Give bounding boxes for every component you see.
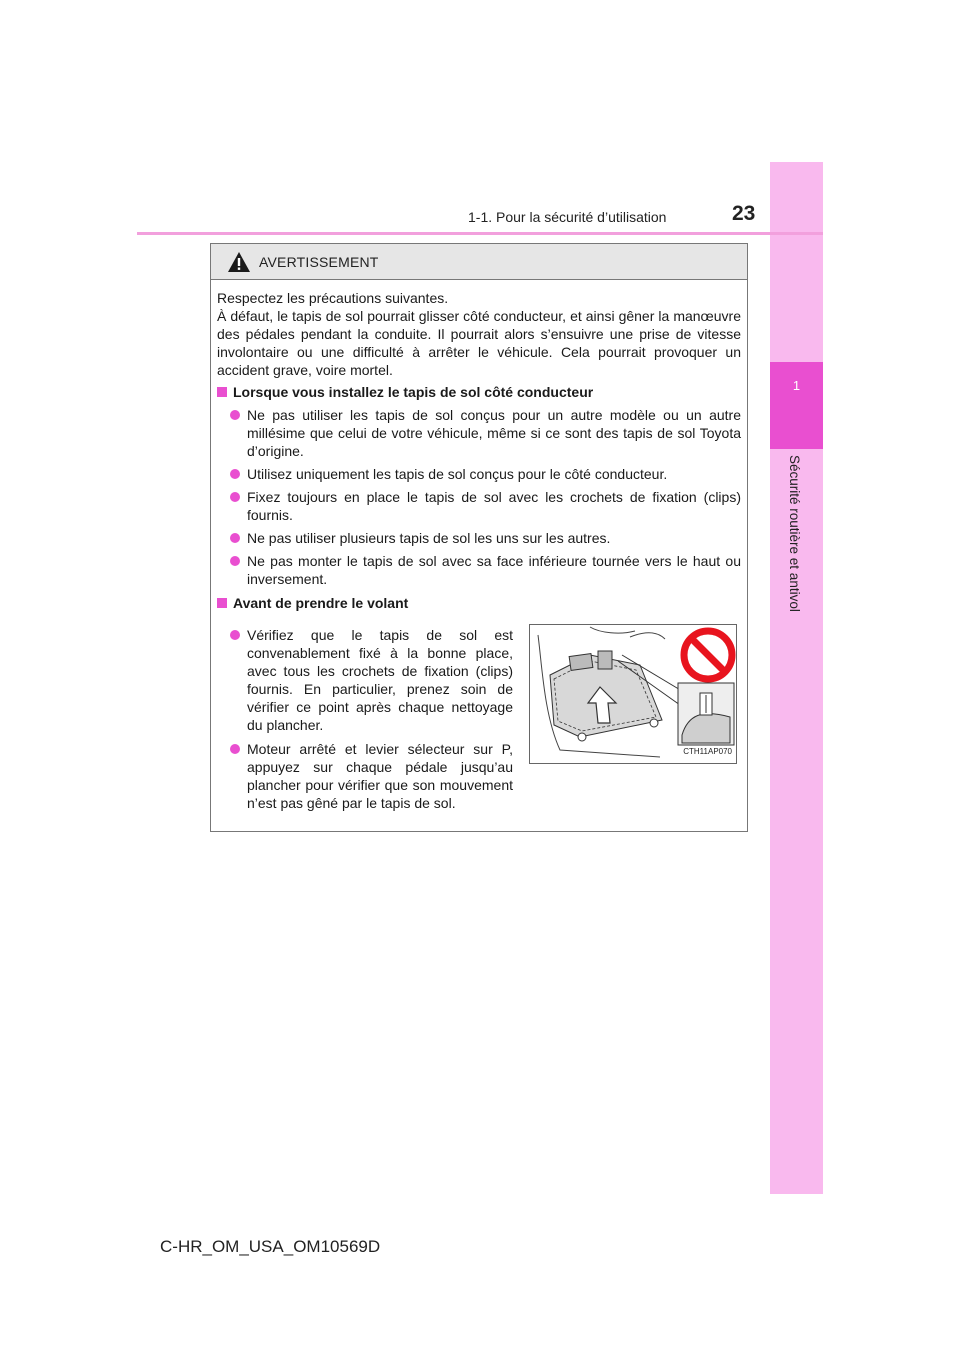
list-item-text: Utilisez uniquement les tapis de sol conçus pour le côté conducteur. xyxy=(247,466,668,482)
round-bullet-icon xyxy=(230,744,240,754)
warning-title: AVERTISSEMENT xyxy=(259,253,379,270)
page-number: 23 xyxy=(732,202,756,225)
chapter-number: 1 xyxy=(792,378,801,393)
section-heading-before-driving xyxy=(217,594,741,612)
section-heading-text: Avant de prendre le volant xyxy=(233,595,409,611)
section-heading-text: Lorsque vous installez le tapis de sol côté conducteur xyxy=(233,384,594,400)
list-item xyxy=(217,740,513,812)
square-bullet-icon xyxy=(217,598,227,608)
list-item-text: Ne pas utiliser les tapis de sol conçus pour un autre modèle ou un autre millésime que celui de votre véhicule, même si ce sont des tapis de sol Toyota d’origine. xyxy=(247,407,741,459)
list-item xyxy=(217,552,741,588)
floor-mat-illustration xyxy=(529,624,737,764)
warning-body xyxy=(211,280,747,812)
header-rule xyxy=(137,232,823,235)
list-item xyxy=(217,626,513,734)
chapter-side-tab xyxy=(770,162,823,1194)
list-item-text: Fixez toujours en place le tapis de sol avec les crochets de fixation (clips) fournis. xyxy=(247,489,741,523)
chapter-tab-active[interactable] xyxy=(770,362,823,449)
list-item-text: Moteur arrêté et levier sélecteur sur P, appuyez sur chaque pédale jusqu’au plancher pour vérifier que son mouvement n’est pas gêné par le tapis de sol. xyxy=(247,741,513,811)
round-bullet-icon xyxy=(230,492,240,502)
chapter-label: Sécurité routière et antivol xyxy=(787,455,802,612)
list-item xyxy=(217,465,741,483)
warning-box xyxy=(210,243,748,832)
list-item xyxy=(217,406,741,460)
intro-line: Respectez les précautions suivantes. xyxy=(217,290,449,306)
section-title: 1-1. Pour la sécurité d’utilisation xyxy=(468,209,667,225)
figure-code: CTH11AP070 xyxy=(683,747,732,756)
list-item-text: Ne pas monter le tapis de sol avec sa face inférieure tournée vers le haut ou inversement. xyxy=(247,553,741,587)
section-heading-install xyxy=(217,383,741,401)
column-text xyxy=(217,618,513,812)
round-bullet-icon xyxy=(230,556,240,566)
round-bullet-icon xyxy=(230,469,240,479)
figure xyxy=(529,624,737,812)
warning-triangle-icon xyxy=(227,251,251,273)
list-item-text: Ne pas utiliser plusieurs tapis de sol les uns sur les autres. xyxy=(247,530,611,546)
round-bullet-icon xyxy=(230,533,240,543)
two-column-section xyxy=(217,618,741,812)
list-item-text: Vérifiez que le tapis de sol est convenablement fixé à la bonne place, avec tous les crochets de fixation (clips) fournis. En particulier, prenez soin de vérifier ce point après chaque nettoyage du plancher. xyxy=(247,627,513,733)
list-item xyxy=(217,529,741,547)
round-bullet-icon xyxy=(230,410,240,420)
square-bullet-icon xyxy=(217,387,227,397)
round-bullet-icon xyxy=(230,630,240,640)
warning-header xyxy=(211,244,747,280)
list-item xyxy=(217,488,741,524)
intro-paragraph: À défaut, le tapis de sol pourrait glisser côté conducteur, et ainsi gêner la manœuvre des pédales pendant la conduite. Il pourrait alors s’ensuivre une prise de vitesse involontaire ou une difficulté à arrêter le véhicule. Cela pourrait provoquer un accident grave, voire mortel. xyxy=(217,308,741,378)
document-code: C-HR_OM_USA_OM10569D xyxy=(160,1237,381,1256)
